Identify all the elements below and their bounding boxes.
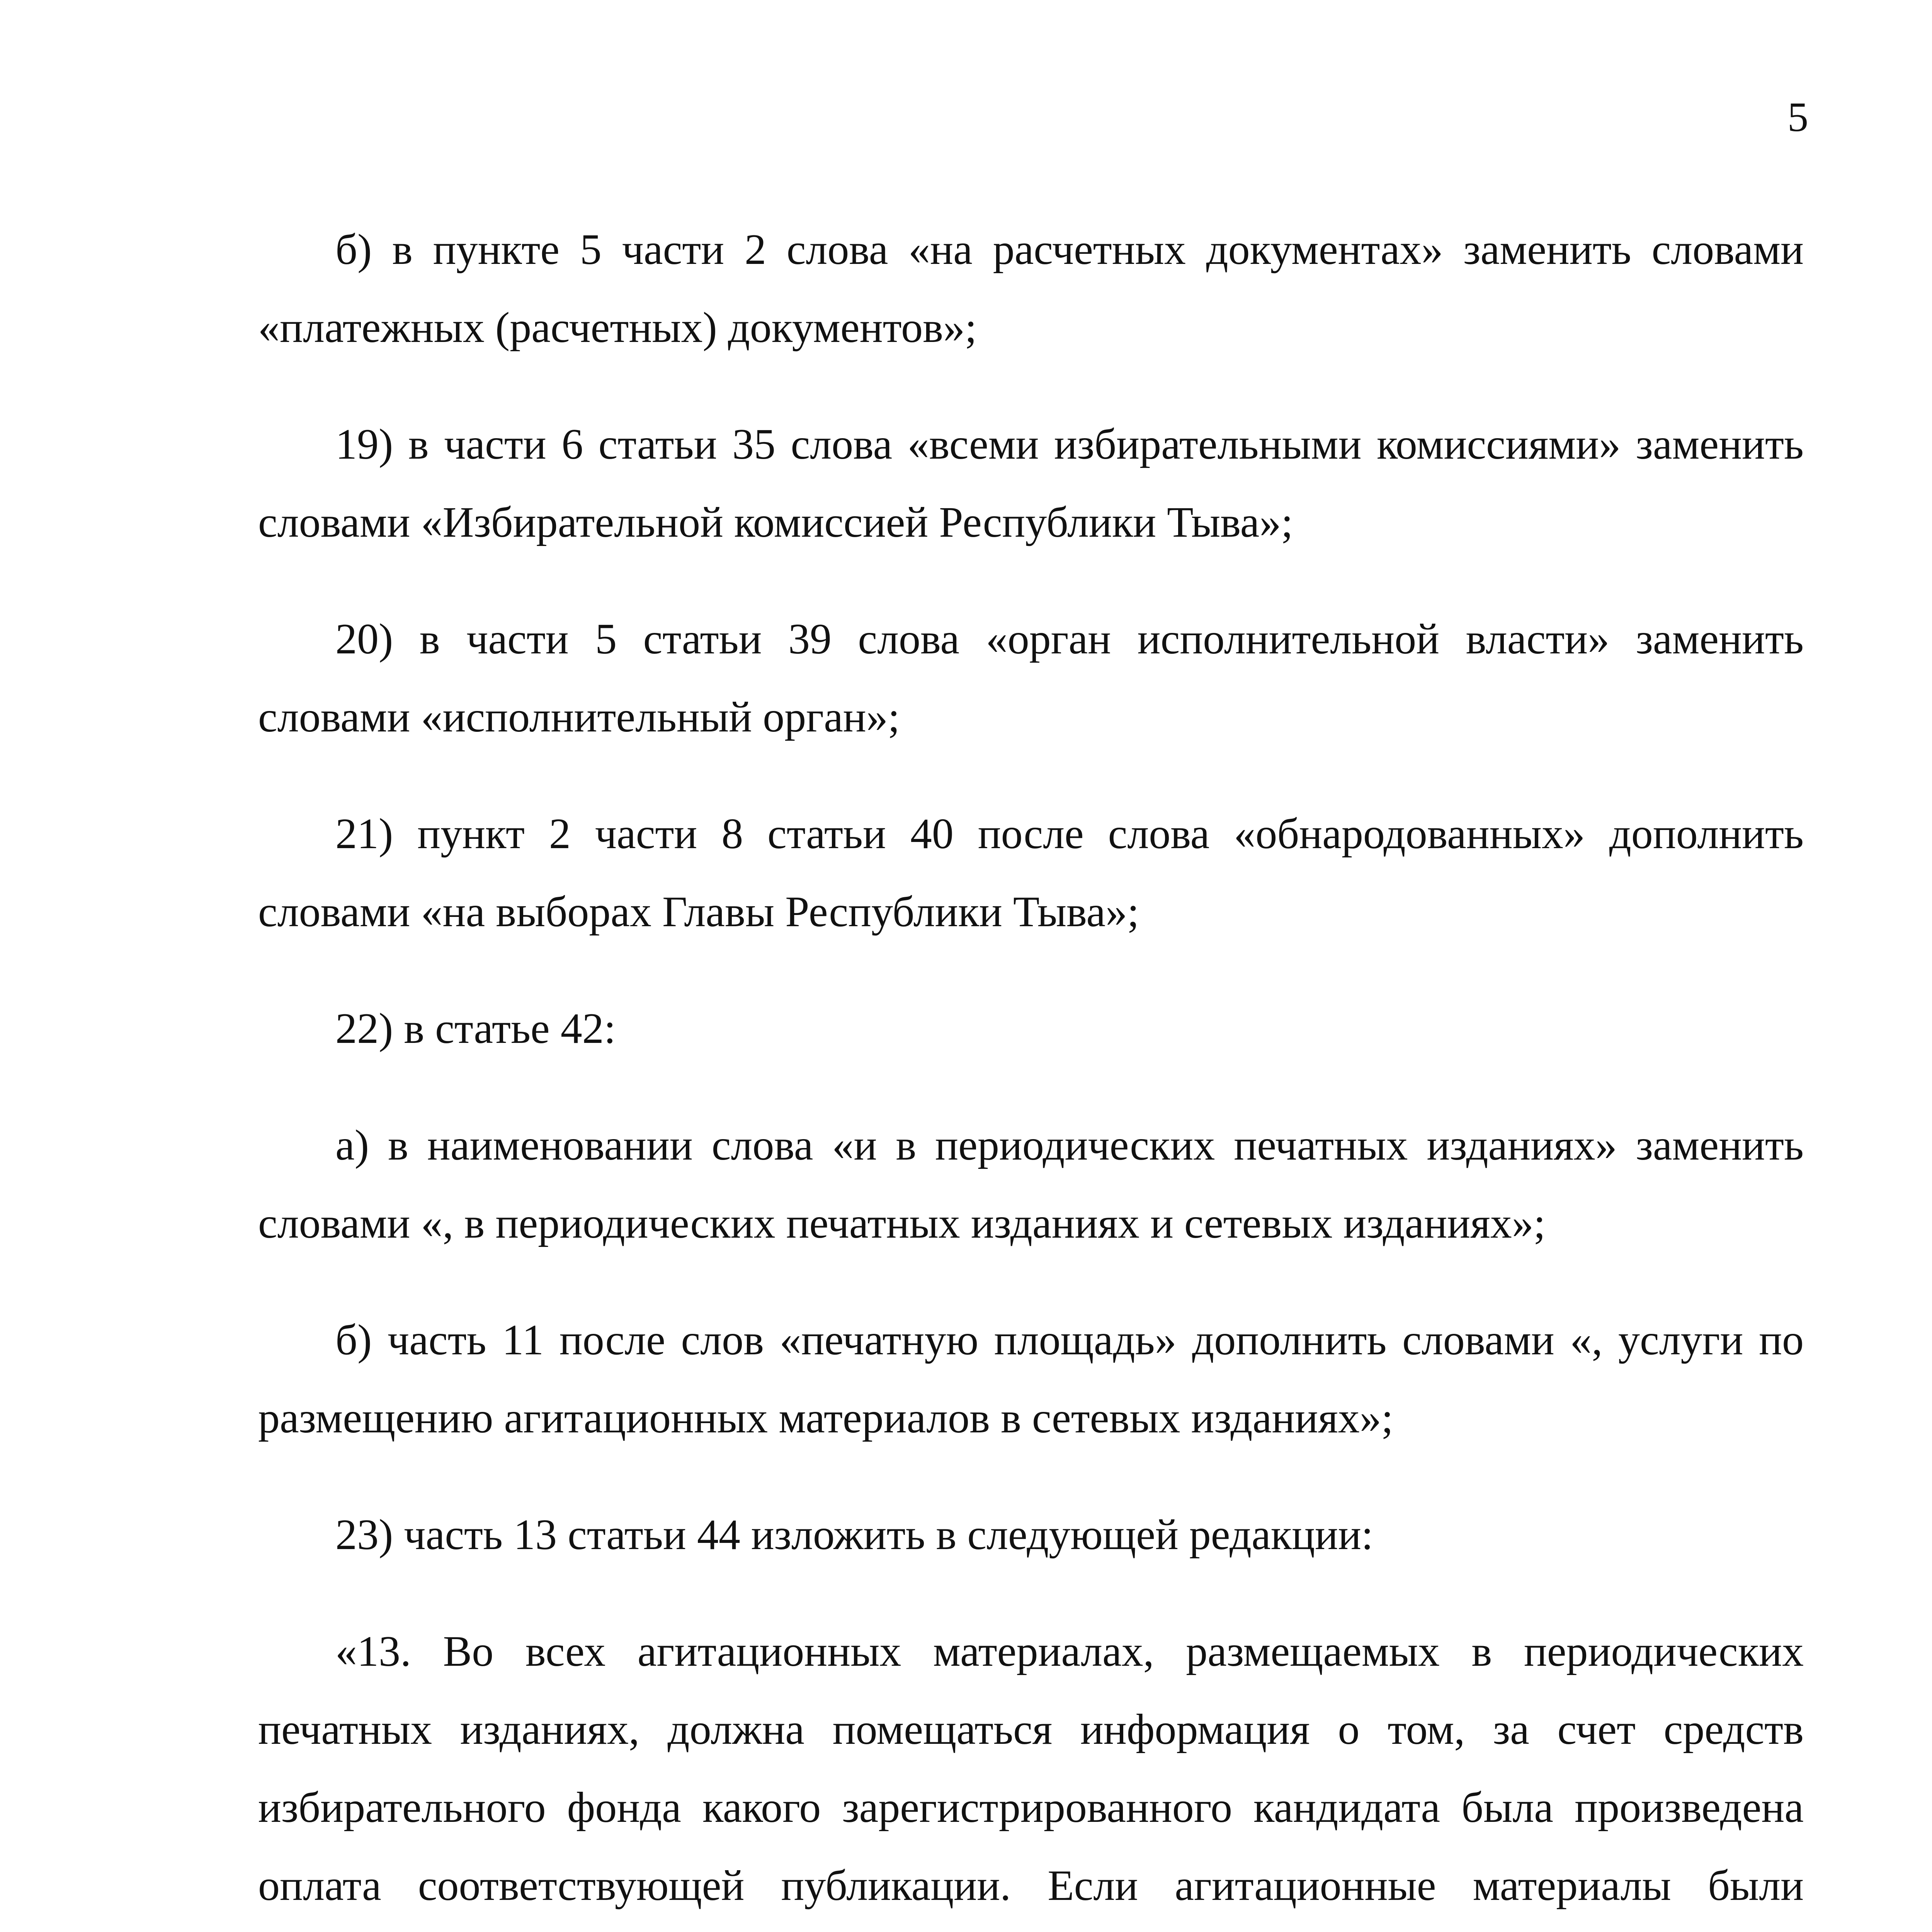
quote-text-1: «13. Во всех агитационных материалах, размещаемых в периодических печатных изданиях, должна помещаться информация о том, за счет средств избирательного фонда какого зарегистрированного кандидата была произведена оплата соответствующей публикации. Если агитационные материалы были — [258, 1628, 1804, 1910]
quoted-part-13 — [258, 1612, 1804, 1932]
paragraph-b-payment-documents: б) в пункте 5 части 2 слова «на расчетных документах» заменить словами «платежных (расчетных) документов»; — [258, 226, 1804, 352]
document-body — [258, 211, 1804, 1932]
paragraph-22-article-42: 22) в статье 42: — [335, 1005, 616, 1053]
page-number: 5 — [1787, 94, 1808, 140]
paragraph-a-name-change: а) в наименовании слова «и в периодических печатных изданиях» заменить словами «, в периодических печатных изданиях и сетевых изданиях»; — [258, 1121, 1804, 1247]
paragraph-b-part-11: б) часть 11 после слов «печатную площадь» дополнить словами «, услуги по размещению агитационных материалов в сетевых изданиях»; — [258, 1316, 1804, 1442]
paragraph-21-article-40: 21) пункт 2 части 8 статьи 40 после слова «обнародованных» дополнить словами «на выборах Главы Республики Тыва»; — [258, 810, 1804, 936]
paragraph-23-article-44: 23) часть 13 статьи 44 изложить в следующей редакции: — [335, 1511, 1374, 1559]
paragraph-20-article-39: 20) в части 5 статьи 39 слова «орган исполнительной власти» заменить словами «исполнительный орган»; — [258, 615, 1804, 741]
paragraph-19-article-35: 19) в части 6 статьи 35 слова «всеми избирательными комиссиями» заменить словами «Избирательной комиссией Республики Тыва»; — [258, 420, 1804, 546]
